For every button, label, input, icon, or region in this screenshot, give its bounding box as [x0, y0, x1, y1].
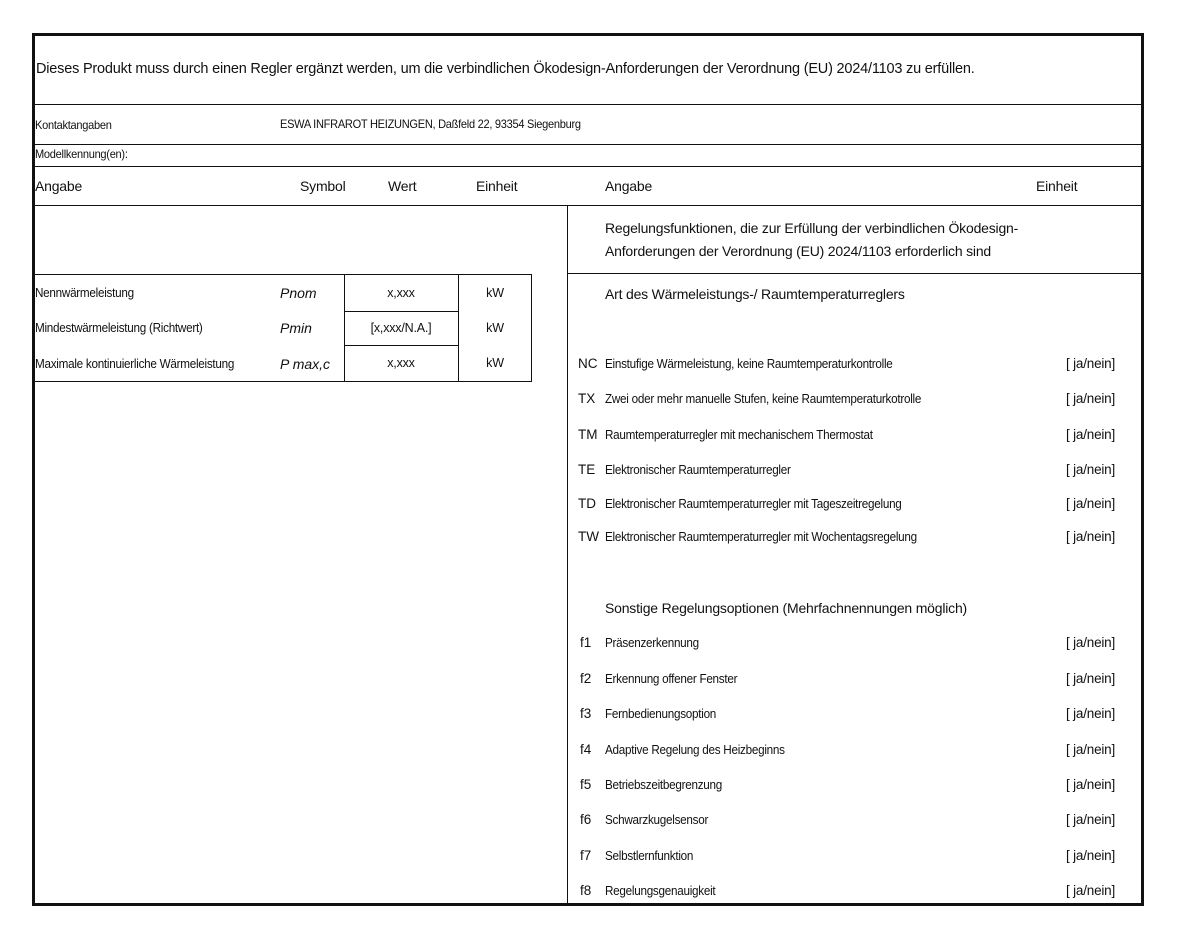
control-label: Zwei oder mehr manuelle Stufen, keine Raumtemperaturkotrolle — [605, 391, 922, 406]
output-col-divider-2 — [458, 274, 459, 382]
header-symbol: Symbol — [300, 178, 346, 194]
control-label: Elektronischer Raumtemperaturregler — [605, 462, 791, 477]
option-label: Regelungsgenauigkeit — [605, 883, 716, 898]
output-value-pmin: [x,xxx/N.A.] — [370, 321, 432, 335]
option-value: [ ja/nein] — [1066, 812, 1116, 827]
output-row-divider-1 — [344, 311, 458, 312]
divider-vertical — [567, 205, 568, 905]
header-wert: Wert — [388, 178, 417, 194]
option-value: [ ja/nein] — [1066, 742, 1116, 757]
option-label: Schwarzkugelsensor — [605, 812, 709, 827]
output-unit-pnom: kW — [486, 286, 504, 300]
option-value: [ ja/nein] — [1066, 883, 1116, 898]
model-label: Modellkennung(en): — [35, 147, 128, 161]
header-right-angabe: Angabe — [605, 178, 653, 194]
control-code: NC — [578, 356, 598, 371]
output-label-pnom: Nennwärmeleistung — [35, 285, 134, 300]
output-unit-pmin: kW — [486, 321, 504, 335]
option-value: [ ja/nein] — [1066, 671, 1116, 686]
option-code: f6 — [580, 812, 592, 827]
control-value: [ ja/nein] — [1066, 462, 1116, 477]
output-value-pnom: x,xxx — [387, 286, 415, 300]
option-label: Adaptive Regelung des Heizbeginns — [605, 742, 785, 757]
control-code: TX — [578, 391, 596, 406]
option-value: [ ja/nein] — [1066, 635, 1116, 650]
control-label: Raumtemperaturregler mit mechanischem Thermostat — [605, 427, 873, 442]
header-left-angabe: Angabe — [35, 178, 83, 194]
option-code: f7 — [580, 848, 592, 863]
option-label: Erkennung offener Fenster — [605, 671, 738, 686]
output-value-pmaxc: x,xxx — [387, 356, 415, 370]
divider-notice — [32, 104, 1144, 105]
output-row-divider-2 — [344, 345, 458, 346]
option-label: Selbstlernfunktion — [605, 848, 694, 863]
header-right-einheit: Einheit — [1036, 178, 1078, 194]
contact-label: Kontaktangaben — [35, 118, 112, 132]
control-code: TM — [578, 427, 598, 442]
control-code: TD — [578, 496, 596, 511]
divider-model — [32, 166, 1144, 167]
control-label: Einstufige Wärmeleistung, keine Raumtemperaturkontrolle — [605, 356, 893, 371]
contact-value: ESWA INFRAROT HEIZUNGEN, Daßfeld 22, 93354 Siegenburg — [280, 117, 581, 131]
option-code: f2 — [580, 671, 592, 686]
option-code: f8 — [580, 883, 592, 898]
divider-header — [32, 205, 1144, 206]
output-symbol-pmaxc: P max,c — [280, 356, 331, 372]
control-value: [ ja/nein] — [1066, 391, 1116, 406]
divider-contact — [32, 144, 1144, 145]
option-code: f5 — [580, 777, 592, 792]
divider-right-intro — [567, 273, 1144, 274]
option-code: f3 — [580, 706, 592, 721]
notice-text: Dieses Produkt muss durch einen Regler ergänzt werden, um die verbindlichen Ökodesign-Anforderungen der Verordnung (EU) 2024/1103 zu erfüllen. — [36, 61, 975, 77]
output-label-pmaxc: Maximale kontinuierliche Wärmeleistung — [35, 356, 235, 371]
option-code: f1 — [580, 635, 592, 650]
output-symbol-pnom: Pnom — [280, 285, 317, 301]
option-label: Fernbedienungsoption — [605, 706, 717, 721]
option-value: [ ja/nein] — [1066, 777, 1116, 792]
control-value: [ ja/nein] — [1066, 529, 1116, 544]
right-intro-line1: Regelungsfunktionen, die zur Erfüllung der verbindlichen Ökodesign- — [605, 220, 1019, 236]
output-label-pmin: Mindestwärmeleistung (Richtwert) — [35, 320, 203, 335]
option-label: Präsenzerkennung — [605, 635, 699, 650]
control-value: [ ja/nein] — [1066, 496, 1116, 511]
control-type-heading: Art des Wärmeleistungs-/ Raumtemperaturreglers — [605, 286, 905, 302]
output-unit-pmaxc: kW — [486, 356, 504, 370]
other-options-heading: Sonstige Regelungsoptionen (Mehrfachnennungen möglich) — [605, 600, 968, 616]
control-value: [ ja/nein] — [1066, 427, 1116, 442]
right-intro-line2: Anforderungen der Verordnung (EU) 2024/1103 erforderlich sind — [605, 243, 992, 259]
control-value: [ ja/nein] — [1066, 356, 1116, 371]
option-code: f4 — [580, 742, 592, 757]
option-value: [ ja/nein] — [1066, 848, 1116, 863]
option-value: [ ja/nein] — [1066, 706, 1116, 721]
output-col-divider-1 — [344, 274, 345, 382]
header-left-einheit: Einheit — [476, 178, 518, 194]
control-code: TW — [578, 529, 599, 544]
control-code: TE — [578, 462, 596, 477]
output-symbol-pmin: Pmin — [280, 320, 312, 336]
option-label: Betriebszeitbegrenzung — [605, 777, 722, 792]
control-label: Elektronischer Raumtemperaturregler mit Wochentagsregelung — [605, 529, 917, 544]
control-label: Elektronischer Raumtemperaturregler mit Tageszeitregelung — [605, 496, 902, 511]
